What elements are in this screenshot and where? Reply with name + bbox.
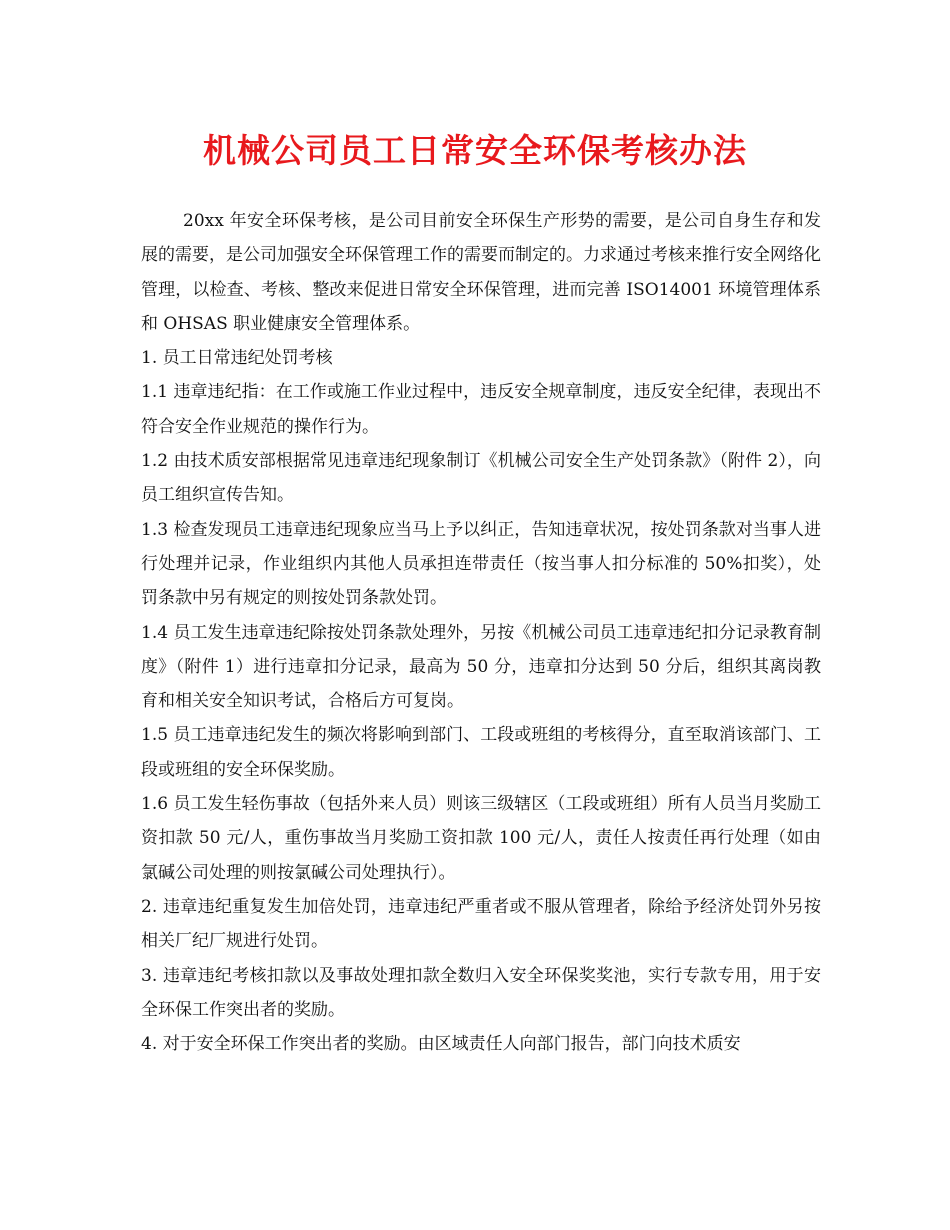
section-3: 3. 违章违纪考核扣款以及事故处理扣款全数归入安全环保奖奖池，实行专款专用，用于安全环保工作突出者的奖励。 [141,965,821,1020]
document-title: 机械公司员工日常安全环保考核办法 [203,131,747,170]
section-1-heading: 1. 员工日常违纪处罚考核 [141,348,333,369]
clause-1-1: 1.1 违章违纪指：在工作或施工作业过程中，违反安全规章制度，违反安全纪律，表现出不符合安全作业规范的操作行为。 [141,382,821,437]
section-4: 4. 对于安全环保工作突出者的奖励。由区域责任人向部门报告，部门向技术质安 [141,1034,741,1055]
document-body [141,204,821,1061]
clause-1-3: 1.3 检查发现员工违章违纪现象应当马上予以纠正，告知违章状况，按处罚条款对当事人进行处理并记录，作业组织内其他人员承担连带责任（按当事人扣分标准的 50%扣奖），处罚条款中另有规定的则按处罚条款处罚。 [141,519,821,609]
clause-1-6: 1.6 员工发生轻伤事故（包括外来人员）则该三级辖区（工段或班组）所有人员当月奖励工资扣款 50 元/人，重伤事故当月奖励工资扣款 100 元/人，责任人按责任再行处理（如由氯碱公司处理的则按氯碱公司处理执行）。 [141,794,821,883]
clause-1-2: 1.2 由技术质安部根据常见违章违纪现象制订《机械公司安全生产处罚条款》（附件 2），向员工组织宣传告知。 [141,451,821,506]
clause-1-4: 1.4 员工发生违章违纪除按处罚条款处理外，另按《机械公司员工违章违纪扣分记录教育制度》（附件 1）进行违章扣分记录，最高为 50 分，违章扣分达到 50 分后，组织其离岗教育和相关安全知识考试，合格后方可复岗。 [141,622,821,712]
section-2: 2. 违章违纪重复发生加倍处罚，违章违纪严重者或不服从管理者，除给予经济处罚外另按相关厂纪厂规进行处罚。 [141,896,821,952]
clause-1-5: 1.5 员工违章违纪发生的频次将影响到部门、工段或班组的考核得分，直至取消该部门、工段或班组的安全环保奖励。 [141,725,821,780]
intro-paragraph: 20xx 年安全环保考核，是公司目前安全环保生产形势的需要，是公司自身生存和发展的需要，是公司加强安全环保管理工作的需要而制定的。力求通过考核来推行安全网络化管理，以检查、考核、整改来促进日常安全环保管理，进而完善 ISO14001 环境管理体系和 OHSAS 职业健康安全管理体系。 [141,211,821,334]
